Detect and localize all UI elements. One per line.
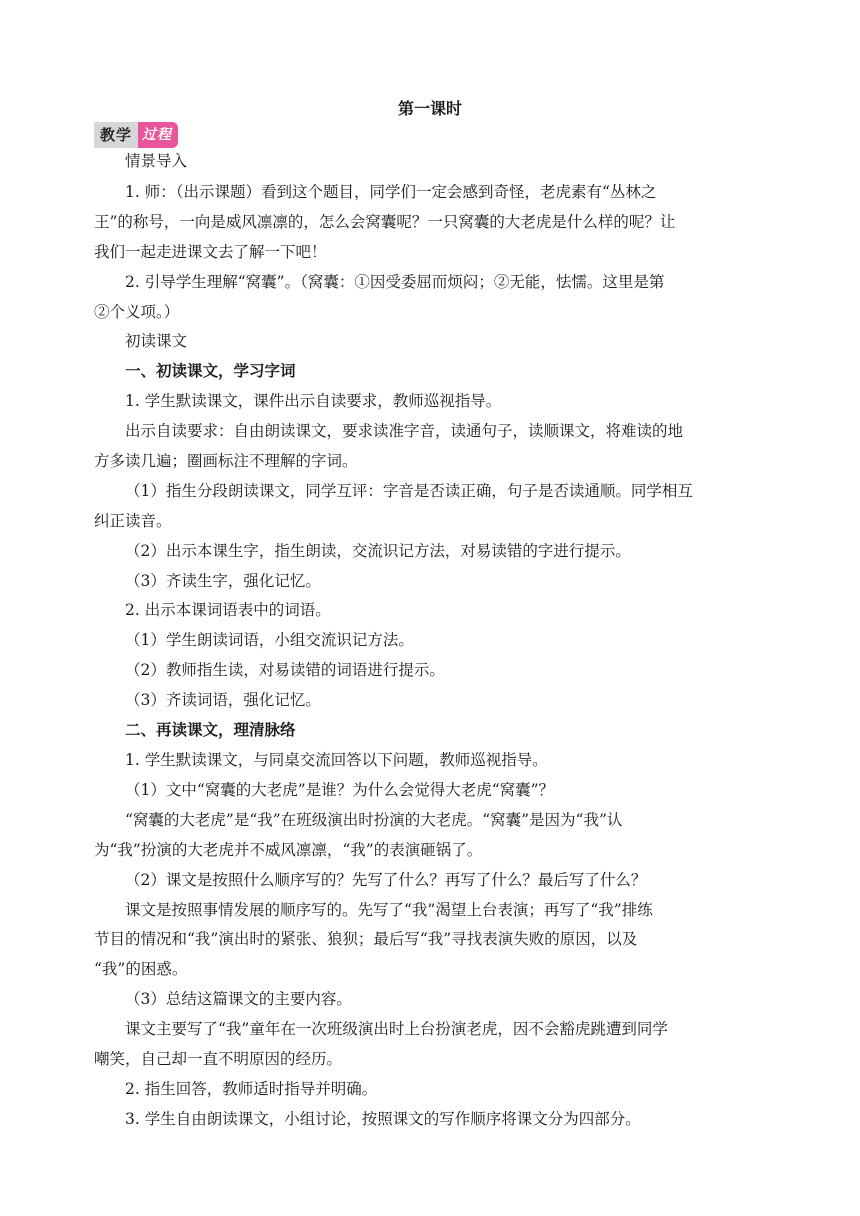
- paragraph-line: 出示自读要求：自由朗读课文，要求读准字音，读通句子，读顺课文，将难读的地: [125, 422, 684, 440]
- paragraph-line: （1）学生朗读词语，小组交流识记方法。: [125, 631, 414, 649]
- paragraph-line: 王”的称号，一向是威风凛凛的，怎么会窝囊呢？一只窝囊的大老虎是什么样的呢？让: [94, 213, 676, 231]
- paragraph-line: （2）教师指生读，对易读错的词语进行提示。: [125, 661, 445, 679]
- paragraph-line: 纠正读音。: [94, 512, 172, 530]
- paragraph-line: “窝囊的大老虎”是“我”在班级演出时扮演的大老虎。“窝囊”是因为“我”认: [125, 811, 623, 829]
- paragraph-line: 2. 引导学生理解“窝囊”。（窝囊：①因受委屈而烦闷；②无能，怯懦。这里是第: [125, 273, 665, 291]
- paragraph-line: ②个义项。）: [94, 303, 180, 321]
- paragraph-line: 课文是按照事情发展的顺序写的。先写了“我”渴望上台表演；再写了“我”排练: [125, 901, 653, 919]
- paragraph-line: （3）总结这篇课文的主要内容。: [125, 990, 352, 1008]
- paragraph-line: 1. 师：（出示课题）看到这个题目，同学们一定会感到奇怪，老虎素有“丛林之: [125, 183, 657, 201]
- paragraph-line: 为“我”扮演的大老虎并不威风凛凛，“我”的表演砸锅了。: [94, 841, 483, 859]
- paragraph-line: （3）齐读生字，强化记忆。: [125, 572, 321, 590]
- section-heading: 一、初读课文，学习字词: [125, 362, 296, 380]
- page-title: 第一课时: [397, 99, 462, 118]
- paragraph-line: 初读课文: [125, 332, 188, 350]
- paragraph-line: 方多读几遍；圈画标注不理解的字词。: [94, 452, 358, 470]
- paragraph-line: 2. 出示本课词语表中的词语。: [125, 601, 331, 619]
- paragraph-line: 节目的情况和“我”演出时的紧张、狼狈；最后写“我”寻找表演失败的原因，以及: [94, 930, 638, 948]
- paragraph-line: （1）文中“窝囊的大老虎”是谁？为什么会觉得大老虎“窝囊”？: [125, 781, 555, 799]
- paragraph-line: （1）指生分段朗读课文，同学互评：字音是否读正确，句子是否读通顺。同学相互: [125, 482, 693, 500]
- paragraph-line: 3. 学生自由朗读课文，小组讨论，按照课文的写作顺序将课文分为四部分。: [125, 1110, 641, 1128]
- paragraph-line: 1. 学生默读课文，课件出示自读要求，教师巡视指导。: [125, 392, 502, 410]
- paragraph-line: 情景导入: [125, 152, 188, 170]
- badge-right: 过程: [138, 122, 178, 148]
- section-heading: 二、再读课文，理清脉络: [125, 721, 296, 739]
- paragraph-line: （3）齐读词语，强化记忆。: [125, 691, 321, 709]
- paragraph-line: 2. 指生回答，教师适时指导并明确。: [125, 1080, 378, 1098]
- paragraph-line: 嘲笑，自己却一直不明原因的经历。: [94, 1050, 343, 1068]
- badge-left: 教学: [94, 122, 138, 148]
- section-badge: [94, 122, 178, 148]
- paragraph-line: （2）课文是按照什么顺序写的？先写了什么？再写了什么？最后写了什么？: [125, 871, 647, 889]
- paragraph-line: 我们一起走进课文去了解一下吧！: [94, 243, 327, 261]
- paragraph-line: 课文主要写了“我”童年在一次班级演出时上台扮演老虎，因不会豁虎跳遭到同学: [125, 1020, 668, 1038]
- paragraph-line: “我”的困惑。: [94, 960, 188, 978]
- paragraph-line: （2）出示本课生字，指生朗读，交流识记方法，对易读错的字进行提示。: [125, 542, 631, 560]
- paragraph-line: 1. 学生默读课文，与同桌交流回答以下问题，教师巡视指导。: [125, 751, 548, 769]
